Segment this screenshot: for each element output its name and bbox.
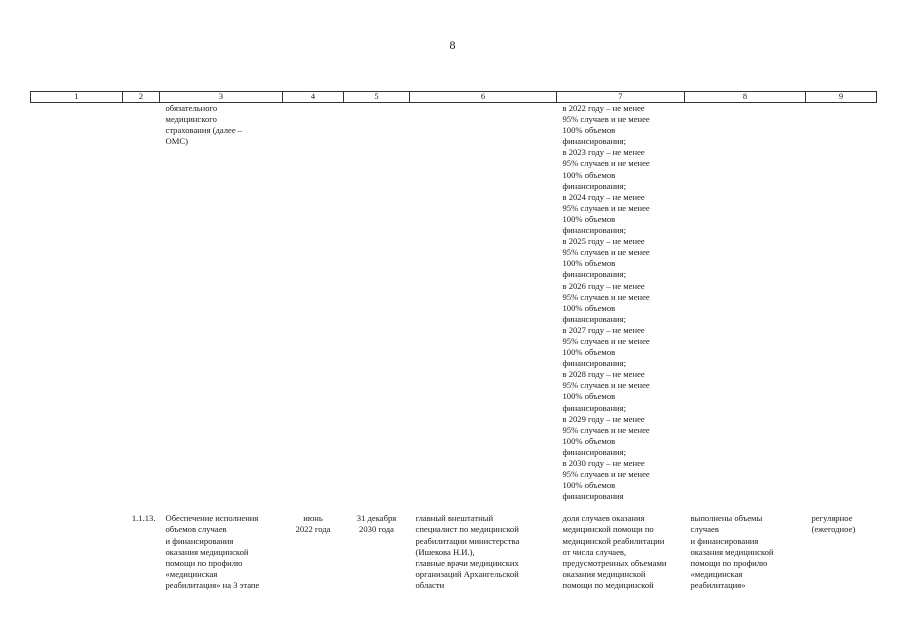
table-row-1-1-13 xyxy=(31,513,877,591)
column-number-3: 3 xyxy=(160,92,283,103)
page-number: 8 xyxy=(449,38,456,52)
cell-frequency: регулярное (ежегодное) xyxy=(811,513,856,535)
cell-action: Обеспечение исполнения объемов случаев и финансирования оказания медицинской помощи по профилю «медицинская реабилитация» на 3 этапе xyxy=(165,513,260,590)
cell-empty xyxy=(123,103,160,503)
cell-empty xyxy=(410,103,557,503)
column-number-9: 9 xyxy=(806,92,877,103)
cell-empty xyxy=(283,103,344,503)
cell-responsible: главный внештатный специалист по медицинской реабилитации министерства (Ишекова Н.И.), главные врачи медицинских организаций Архангельской области xyxy=(415,513,520,590)
column-number-5: 5 xyxy=(344,92,410,103)
cell-empty xyxy=(344,103,410,503)
plan-table xyxy=(30,91,877,591)
column-number-6: 6 xyxy=(410,92,557,103)
column-number-2: 2 xyxy=(123,92,160,103)
cell-empty xyxy=(685,103,806,503)
column-number-4: 4 xyxy=(283,92,344,103)
cell-start-date: июнь 2022 года xyxy=(295,513,331,535)
cell-end-date: 31 декабря 2030 года xyxy=(356,513,397,535)
column-number-7: 7 xyxy=(557,92,685,103)
table-header xyxy=(31,92,877,103)
row-spacer xyxy=(31,502,877,513)
column-number-8: 8 xyxy=(685,92,806,103)
cell-empty xyxy=(31,103,123,503)
cell-indicator-continued: в 2022 году – не менее 95% случаев и не менее 100% объемов финансирования; в 2023 году – не менее 95% случаев и не менее 100% объемов финансирования; в 2024 году – не менее 95% случаев и не менее 100% объемов финансирования; в 2025 году – не менее 95% случаев и не менее 100% объемов финансирования; в 2026 году – не менее 95% случаев и не менее 100% объемов финансирования; в 2027 году – не менее 95% случаев и не менее 100% объемов финансирования; в 2028 году – не менее 95% случаев и не менее 100% объемов финансирования; в 2029 году – не менее 95% случаев и не менее 100% объемов финансирования; в 2030 году – не менее 95% случаев и не менее 100% объемов финансирования xyxy=(562,103,650,502)
cell-action-continued: обязательного медицинского страхования (далее – ОМС) xyxy=(165,103,243,147)
cell-empty xyxy=(806,103,877,503)
cell-indicator: доля случаев оказания медицинской помощи по медицинской реабилитации от числа случаев, предусмотренных объемами оказания медицинской помощи по медицинской xyxy=(562,513,667,590)
column-number-1: 1 xyxy=(31,92,123,103)
table-row-continued xyxy=(31,103,877,503)
cell-empty xyxy=(31,513,123,591)
cell-result: выполнены объемы случаев и финансирования оказания медицинской помощи по профилю «медицинская реабилитация» xyxy=(690,513,774,590)
cell-item-number: 1.1.13. xyxy=(131,513,156,524)
